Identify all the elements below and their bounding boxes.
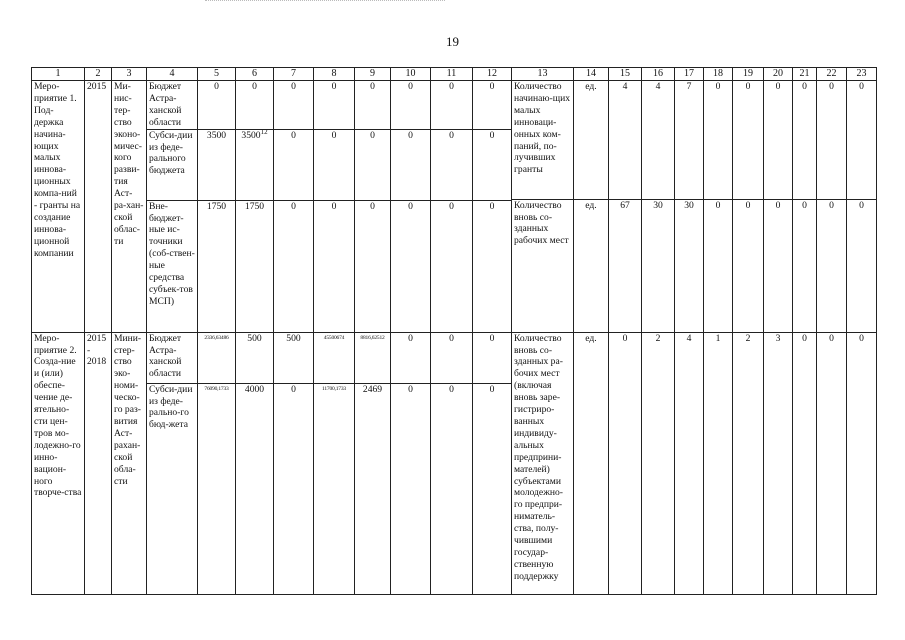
- activity-1-executor: Ми-нис-тер-ство эконо-мичес-кого разви-тия Аст-ра-хан-ской облас-ти: [112, 81, 147, 333]
- table-cell: 0: [391, 200, 431, 332]
- indicator-name: Количество начинаю-щих малых инноваци-онных ком-паний, по-лучивших гранты: [512, 81, 574, 200]
- table-cell: 0: [847, 81, 877, 200]
- table-cell: 1: [704, 332, 733, 594]
- table-cell: 30: [642, 199, 675, 332]
- table-cell: 0: [733, 199, 764, 332]
- program-table: [31, 67, 877, 595]
- col-number: 2: [85, 68, 112, 81]
- cell-value: 3500: [241, 129, 261, 141]
- funding-source: Вне-бюджет-ные ис-точники (соб-ствен-ные средства субъек-тов МСП): [147, 200, 198, 332]
- table-cell: 30: [675, 199, 704, 332]
- col-number: 10: [391, 68, 431, 81]
- table-cell: 0: [817, 332, 847, 594]
- table-cell: 0: [704, 81, 733, 200]
- table-cell: 0: [391, 383, 431, 594]
- col-number: 3: [112, 68, 147, 81]
- table-cell: 0: [847, 332, 877, 594]
- table-cell: 4: [609, 81, 642, 200]
- table-cell: 0: [431, 332, 473, 383]
- col-number: 18: [704, 68, 733, 81]
- table-cell: 0: [355, 129, 391, 200]
- col-number: 19: [733, 68, 764, 81]
- table-cell: 0: [473, 383, 512, 594]
- table-cell: 0: [473, 81, 512, 130]
- table-cell: 0: [314, 81, 355, 130]
- table-cell: 0: [609, 332, 642, 594]
- table-cell: 0: [236, 81, 274, 130]
- col-number: 12: [473, 68, 512, 81]
- col-number: 23: [847, 68, 877, 81]
- activity-2-executor: Мини-стер-ство эко-номи-ческо-го раз-вития Аст-рахан-ской обла-сти: [112, 332, 147, 594]
- scan-artifact-line: [205, 0, 445, 5]
- col-number: 8: [314, 68, 355, 81]
- table-cell: 0: [793, 199, 817, 332]
- col-number: 21: [793, 68, 817, 81]
- table-cell: 0: [847, 199, 877, 332]
- footnote-mark: 12: [260, 129, 268, 136]
- table-cell: 0: [733, 81, 764, 200]
- page-number: 19: [446, 34, 459, 49]
- table-cell: 8816,62512: [355, 332, 391, 383]
- table-cell: 76090,1733: [198, 383, 236, 594]
- table-cell: 67: [609, 199, 642, 332]
- col-number: 16: [642, 68, 675, 81]
- table-cell: 0: [473, 332, 512, 383]
- table-cell: 7: [675, 81, 704, 200]
- activity-1-year: 2015: [85, 81, 112, 333]
- col-number: 9: [355, 68, 391, 81]
- table-cell: 0: [274, 129, 314, 200]
- col-number: 20: [764, 68, 793, 81]
- table-cell: 11700,1733: [314, 383, 355, 594]
- table-cell: 0: [391, 332, 431, 383]
- table-cell: 3500: [198, 129, 236, 200]
- funding-source: Бюджет Астра-ханской области: [147, 81, 198, 130]
- table-cell: 0: [473, 200, 512, 332]
- table-cell: 0: [198, 81, 236, 130]
- activity-2-name: Меро-приятие 2. Созда-ние и (или) обеспе-чение де-ятельно-сти цен-тров мо-лодежно-го инно-вацион-ного творче-ства: [32, 332, 85, 594]
- table-cell: 3: [764, 332, 793, 594]
- table-row: [32, 81, 877, 130]
- indicator-unit: ед.: [574, 199, 609, 332]
- table-cell: 0: [274, 200, 314, 332]
- funding-source: Субси-дии из феде-рального бюджета: [147, 129, 198, 200]
- table-cell: 1750: [198, 200, 236, 332]
- table-cell: 0: [431, 129, 473, 200]
- table-cell: 2: [642, 332, 675, 594]
- table-cell: 4000: [236, 383, 274, 594]
- table-cell: 0: [793, 81, 817, 200]
- funding-source: Субси-дии из феде-рально-го бюд-жета: [147, 383, 198, 594]
- table-cell: 0: [473, 129, 512, 200]
- table-cell: 0: [391, 81, 431, 130]
- table-cell: 2469: [355, 383, 391, 594]
- col-number: 4: [147, 68, 198, 81]
- col-number: 1: [32, 68, 85, 81]
- col-number: 17: [675, 68, 704, 81]
- table-cell: 0: [274, 81, 314, 130]
- table-row: [32, 332, 877, 383]
- column-number-row: [32, 68, 877, 81]
- table-cell: 0: [391, 129, 431, 200]
- table-cell: 0: [817, 81, 847, 200]
- table-cell: 2336,63486: [198, 332, 236, 383]
- col-number: 6: [236, 68, 274, 81]
- col-number: 13: [512, 68, 574, 81]
- table-cell: 0: [431, 81, 473, 130]
- table-cell: 0: [314, 200, 355, 332]
- col-number: 5: [198, 68, 236, 81]
- table-cell: 0: [355, 81, 391, 130]
- activity-1-name: Меро-приятие 1. Под-держка начина-ющих малых иннова-ционных компа-ний - гранты на создание иннова-ционной компании: [32, 81, 85, 333]
- table-cell: [236, 129, 274, 200]
- col-number: 7: [274, 68, 314, 81]
- col-number: 14: [574, 68, 609, 81]
- table-cell: 1750: [236, 200, 274, 332]
- activity-2-year: 2015 - 2018: [85, 332, 112, 594]
- col-number: 22: [817, 68, 847, 81]
- table-cell: 0: [431, 383, 473, 594]
- indicator-name: Количество вновь со-зданных ра-бочих мест (включая вновь заре-гистриро-ванных индивиду-альных предприни-мателей) субъектами молодежно-го предпри-ниматель-ства, полу-чившими государ-ственную поддержку: [512, 332, 574, 594]
- table-cell: 500: [236, 332, 274, 383]
- table-cell: 0: [314, 129, 355, 200]
- table-cell: 0: [704, 199, 733, 332]
- table-cell: 0: [764, 81, 793, 200]
- table-cell: 2: [733, 332, 764, 594]
- table-cell: 0: [793, 332, 817, 594]
- table-cell: 0: [355, 200, 391, 332]
- col-number: 11: [431, 68, 473, 81]
- table-cell: 0: [431, 200, 473, 332]
- table-cell: 0: [817, 199, 847, 332]
- table-cell: 500: [274, 332, 314, 383]
- indicator-name: Количество вновь со-зданных рабочих мест: [512, 199, 574, 332]
- table-cell: 4: [675, 332, 704, 594]
- funding-source: Бюджет Астра-ханской области: [147, 332, 198, 383]
- table-cell: 0: [274, 383, 314, 594]
- indicator-unit: ед.: [574, 81, 609, 200]
- col-number: 15: [609, 68, 642, 81]
- table-cell: 45500674: [314, 332, 355, 383]
- table-cell: 0: [764, 199, 793, 332]
- indicator-unit: ед.: [574, 332, 609, 594]
- table-cell: 4: [642, 81, 675, 200]
